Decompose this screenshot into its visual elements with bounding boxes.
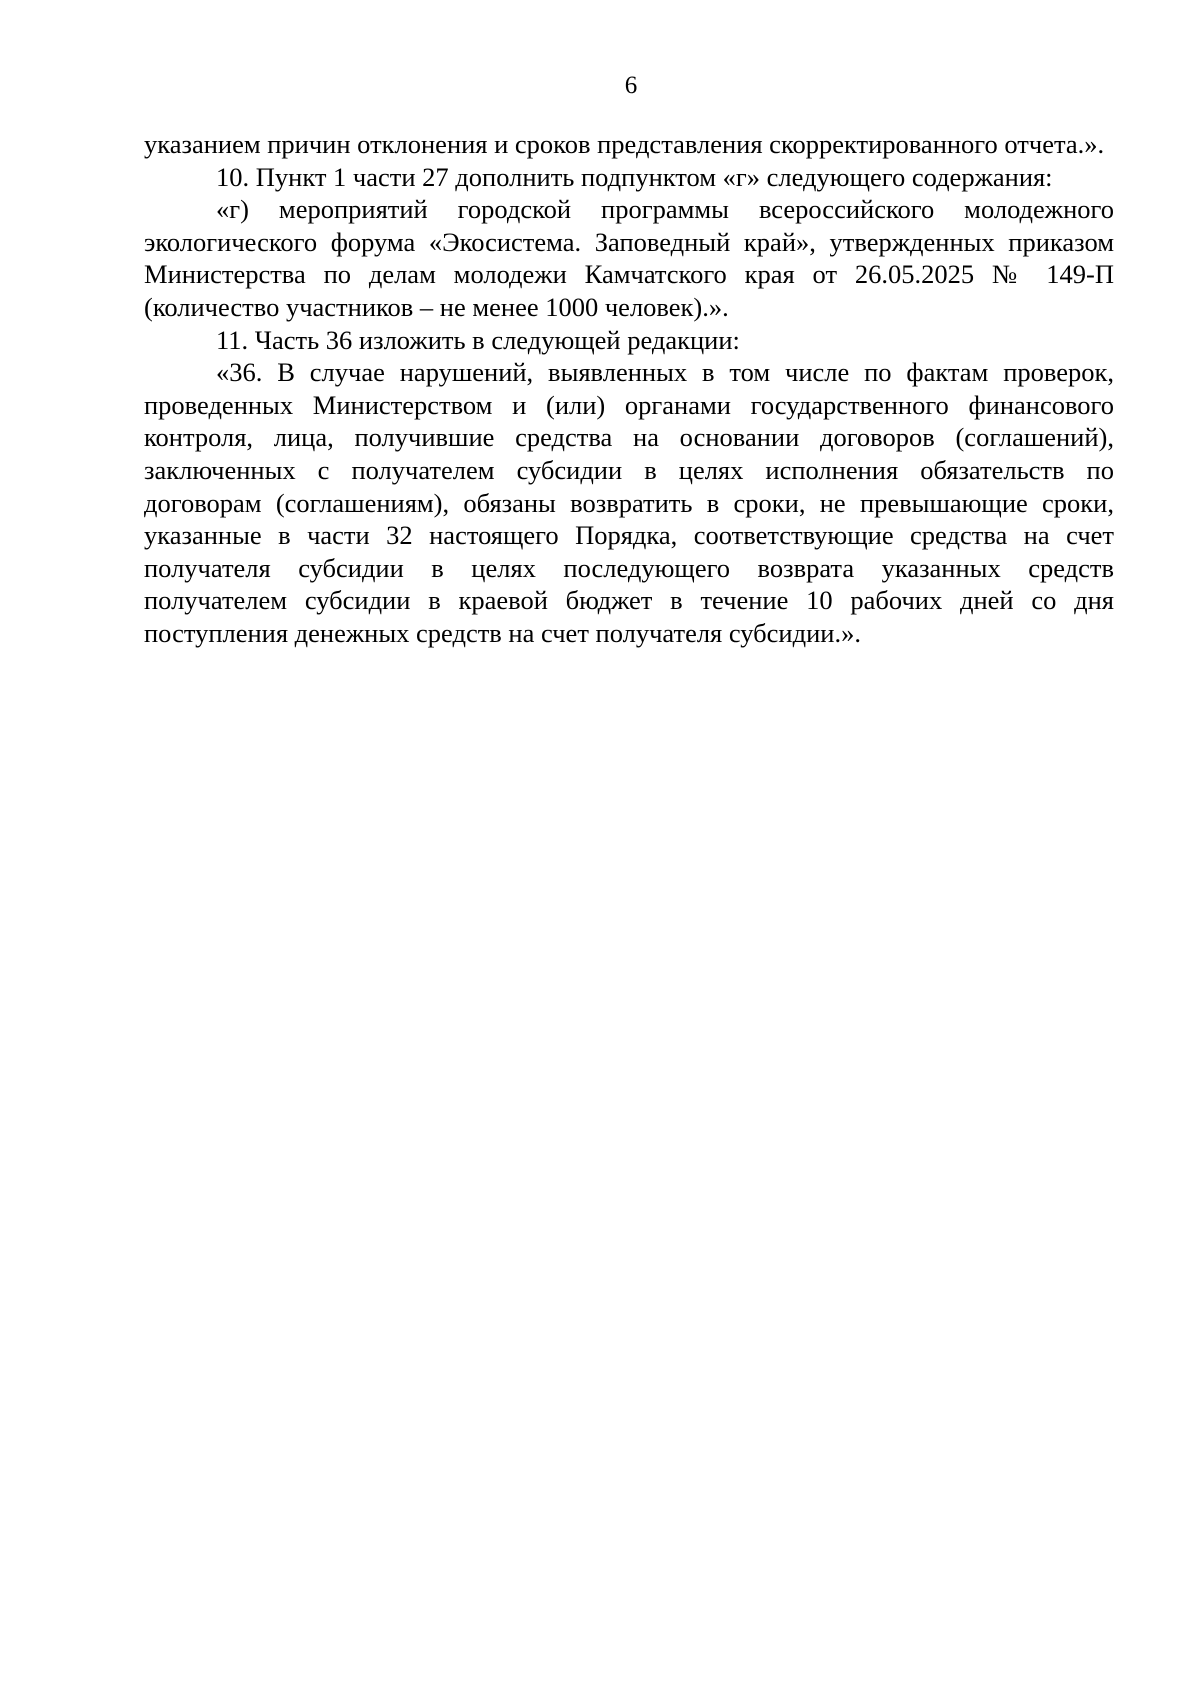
paragraph-continuation: указанием причин отклонения и сроков представления скорректированного отчета.». xyxy=(144,129,1105,159)
page-number: 6 xyxy=(624,72,638,99)
paragraph-part-36: «36. В случае нарушений, выявленных в том числе по фактам проверок, проведенных Министерством и (или) органами государственного финансового контроля, лица, получившие средства на основании договоров (соглашений), заключенных с получателем субсидии в целях исполнения обязательств по договорам (соглашениям), обязаны возвратить в сроки, не превышающие сроки, указанные в части 32 настоящего Порядка, соответствующие средства на счет получателя субсидии в целях последующего возврата указанных средств получателем субсидии в краевой бюджет в течение 10 рабочих дней со дня поступления денежных средств на счет получателя субсидии.». xyxy=(144,357,1114,648)
document-body xyxy=(144,128,1114,650)
paragraph-item-11: 11. Часть 36 изложить в следующей редакции: xyxy=(216,324,740,355)
paragraph-subitem-g: «г) мероприятий городской программы всероссийского молодежного экологического форума «Экосистема. Заповедный край», утвержденных приказом Министерства по делам молодежи Камчатского края от 26.05.2025 № 149-П (количество участников – не менее 1000 человек).». xyxy=(144,194,1114,322)
paragraph-item-10: 10. Пункт 1 части 27 дополнить подпунктом «г» следующего содержания: xyxy=(216,161,1053,192)
